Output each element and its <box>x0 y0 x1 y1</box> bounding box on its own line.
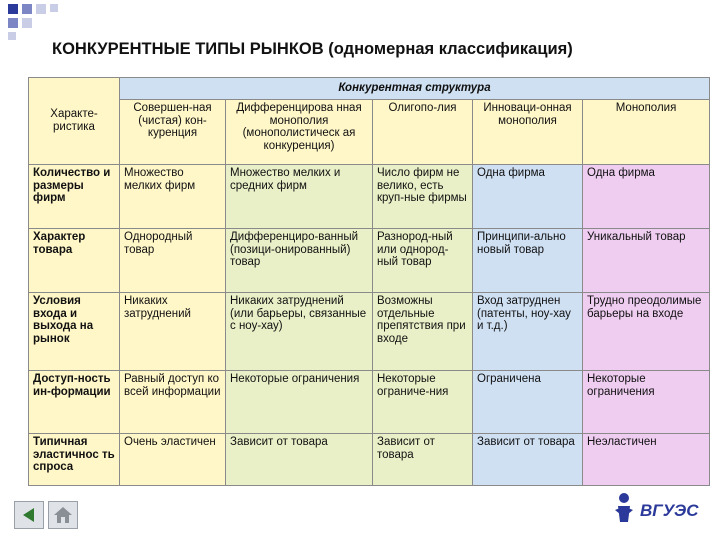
table-cell: Вход затруднен (патенты, ноу-хау и т.д.) <box>473 293 583 371</box>
table-cell: Зависит от товара <box>226 434 373 486</box>
table-cell: Неэластичен <box>583 434 710 486</box>
table-cell: Никаких затруднений (или барьеры, связанные с ноу-хау) <box>226 293 373 371</box>
table-cell: Никаких затруднений <box>120 293 226 371</box>
table-row <box>29 293 710 371</box>
row-header: Условия входа и выхода на рынок <box>29 293 120 371</box>
home-button[interactable] <box>48 501 78 529</box>
table-cell: Множество мелких и средних фирм <box>226 165 373 229</box>
table-cell: Принципи-ально новый товар <box>473 229 583 293</box>
table-cell: Возможны отдельные препятствия при входе <box>373 293 473 371</box>
table-cell: Уникальный товар <box>583 229 710 293</box>
column-header: Инноваци-онная монополия <box>473 100 583 165</box>
table-row <box>29 371 710 434</box>
column-header: Совершен-ная (чистая) кон-куренция <box>120 100 226 165</box>
corner-header: Характе-ристика <box>29 78 120 165</box>
table-cell: Число фирм не велико, есть круп-ные фирмы <box>373 165 473 229</box>
table-cell: Дифференциро-ванный (позици-онированный) товар <box>226 229 373 293</box>
university-logo <box>612 488 710 530</box>
row-header: Количество и размеры фирм <box>29 165 120 229</box>
table-cell: Зависит от товара <box>473 434 583 486</box>
row-header: Доступ-ность ин-формации <box>29 371 120 434</box>
table-cell: Ограничена <box>473 371 583 434</box>
row-header: Типичная эластичнос ть спроса <box>29 434 120 486</box>
table-cell: Некоторые ограниче-ния <box>373 371 473 434</box>
market-types-table <box>28 77 710 486</box>
table-row <box>29 165 710 229</box>
table-cell: Одна фирма <box>473 165 583 229</box>
table-cell: Одна фирма <box>583 165 710 229</box>
table-cell: Очень эластичен <box>120 434 226 486</box>
table-cell: Множество мелких фирм <box>120 165 226 229</box>
table-cell: Однородный товар <box>120 229 226 293</box>
structure-header: Конкурентная структура <box>120 78 710 100</box>
home-icon <box>53 506 73 524</box>
column-header: Дифференцирова нная монополия (монополистическ ая конкуренция) <box>226 100 373 165</box>
table-cell: Равный доступ ко всей информации <box>120 371 226 434</box>
table-row <box>29 229 710 293</box>
back-button[interactable] <box>14 501 44 529</box>
row-header: Характер товара <box>29 229 120 293</box>
arrow-left-icon <box>20 506 38 524</box>
logo-emblem-icon <box>612 488 710 530</box>
table-cell: Трудно преодолимые барьеры на входе <box>583 293 710 371</box>
column-header: Олигопо-лия <box>373 100 473 165</box>
logo-text: ВГУЭС <box>640 501 699 520</box>
table-cell: Некоторые ограничения <box>583 371 710 434</box>
table-cell: Некоторые ограничения <box>226 371 373 434</box>
table-cell: Разнород-ный или однород-ный товар <box>373 229 473 293</box>
column-header: Монополия <box>583 100 710 165</box>
table-cell: Зависит от товара <box>373 434 473 486</box>
table-row <box>29 434 710 486</box>
page-title: КОНКУРЕНТНЫЕ ТИПЫ РЫНКОВ (одномерная классификация) <box>52 40 573 58</box>
